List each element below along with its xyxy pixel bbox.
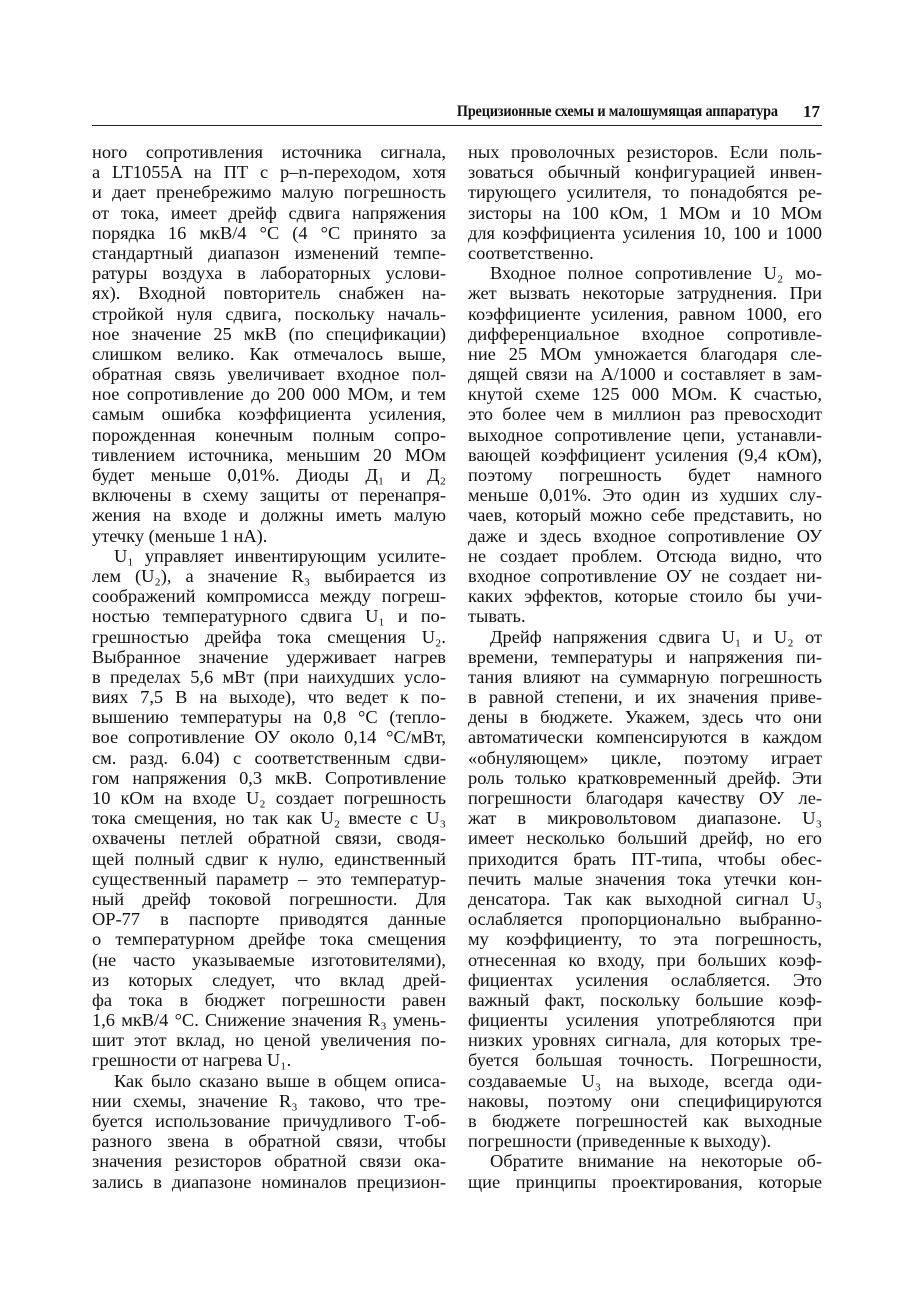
text-line: зались в диапазоне номиналов прецизион- <box>92 1171 446 1192</box>
text-line: значения резисторов обратной связи ока- <box>92 1151 446 1172</box>
text-line: см. разд. 6.04) с соответственным сдви- <box>92 747 446 768</box>
text-line: разного звена в обратной связи, чтобы <box>92 1131 446 1152</box>
text-line: самым ошибка коэффициента усиления, <box>92 404 446 425</box>
text-line: денсатора. Так как выходной сигнал U₃ <box>468 888 822 909</box>
text-line: нии схемы, значение R₃ таково, что тре- <box>92 1090 446 1111</box>
text-line: для коэффициента усиления 10, 100 и 1000 <box>468 222 822 243</box>
text-line: шит этот вклад, но ценой увеличения по- <box>92 1030 446 1051</box>
text-line: это более чем в миллион раз превосходит <box>468 404 822 425</box>
text-line: существенный параметр – это температур- <box>92 868 446 889</box>
text-line: OP-77 в паспорте приводятся данные <box>92 909 446 930</box>
text-line: вое сопротивление ОУ около 0,14 °С/мВт, <box>92 727 446 748</box>
text-line: не создает проблем. Отсюда видно, что <box>468 545 822 566</box>
text-line: гом напряжения 0,3 мкВ. Сопротивление <box>92 767 446 788</box>
text-line: грешности от нагрева U₁. <box>92 1050 292 1071</box>
text-line: в равной степени, и их значения приве- <box>468 687 822 708</box>
text-line: (не часто указываемые изготовителями), <box>92 949 446 970</box>
text-line: приходится брать ПТ-типа, чтобы обес- <box>468 848 822 869</box>
text-line: ный дрейф токовой погрешности. Для <box>92 888 446 909</box>
text-line: чаев, который можно себе представить, но <box>468 505 822 526</box>
text-line: фициенты усиления употребляются при <box>468 1010 822 1031</box>
text-line: роль только кратковременный дрейф. Эти <box>468 767 822 788</box>
text-line: а LT1055A на ПТ с p–n-переходом, хотя <box>92 162 446 183</box>
text-line: 1,6 мкВ/4 °С. Снижение значения R₃ умень- <box>92 1010 446 1031</box>
text-line: фициентах усиления ослабляется. Это <box>468 969 822 990</box>
text-line: тания влияют на суммарную погрешность <box>468 666 822 687</box>
text-line: имеет несколько больший дрейф, но его <box>468 828 822 849</box>
text-line: ние 25 МОм умножается благодаря сле- <box>468 343 822 364</box>
text-line: печить малые значения тока утечки кон- <box>468 868 822 889</box>
text-line: дящей связи на A/1000 и составляет в зам- <box>468 364 822 385</box>
text-line: ного сопротивления источника сигнала, <box>92 142 446 162</box>
text-line: коэффициенте усиления, равном 1000, его <box>468 303 822 324</box>
text-line: низких уровнях сигнала, для которых тре- <box>468 1030 822 1051</box>
right-text-column <box>468 142 822 1192</box>
text-line: U₁ управляет инвентирующим усилите- <box>114 545 446 566</box>
text-line: от тока, имеет дрейф сдвига напряжения <box>92 202 446 223</box>
running-header <box>92 101 822 126</box>
text-line: ное сопротивление до 200 000 МОм, и тем <box>92 384 446 405</box>
text-line: тивлением источника, меньшим 20 МОм <box>92 444 446 465</box>
text-line: стройкой нуля сдвига, поскольку началь- <box>92 303 446 324</box>
text-line: виях 7,5 В на выходе), что ведет к по- <box>92 687 446 708</box>
text-line: в пределах 5,6 мВт (при наихудших усло- <box>92 666 446 687</box>
text-line: стандартный диапазон изменений темпе- <box>92 242 446 263</box>
text-line: и дает пренебрежимо малую погрешность <box>92 182 446 203</box>
text-line: из которых следует, что вклад дрей- <box>92 969 446 990</box>
text-line: Выбранное значение удерживает нагрев <box>92 646 446 667</box>
text-line: ностью температурного сдвига U₁ и по- <box>92 606 446 627</box>
text-line: создаваемые U₃ на выходе, всегда оди- <box>468 1070 822 1091</box>
text-line: входное сопротивление ОУ не создает ни- <box>468 565 822 586</box>
text-line: ях). Входной повторитель снабжен на- <box>92 283 446 304</box>
text-line: охвачены петлей обратной связи, сводя- <box>92 828 446 849</box>
text-line: соответственно. <box>468 242 594 263</box>
text-line: ных проволочных резисторов. Если поль- <box>468 142 822 162</box>
text-line: тока смещения, но так как U₂ вместе с U₃ <box>92 808 446 829</box>
text-line: ное значение 25 мкВ (по спецификации) <box>92 323 446 344</box>
text-line: жат в микровольтовом диапазоне. U₃ <box>468 808 822 829</box>
text-line: му коэффициенту, то эта погрешность, <box>468 929 822 950</box>
text-line: щие принципы проектирования, которые <box>468 1171 822 1192</box>
text-line: порядка 16 мкВ/4 °С (4 °С принято за <box>92 222 446 243</box>
text-line: вающей коэффициент усиления (9,4 кОм), <box>468 444 822 465</box>
text-line: погрешности (приведенные к выходу). <box>468 1131 772 1152</box>
text-line: Входное полное сопротивление U₂ мо- <box>490 263 822 284</box>
text-line: погрешности благодаря качеству ОУ ле- <box>468 788 822 808</box>
text-line: каких эффектов, которые стоило бы учи- <box>468 586 822 607</box>
text-line: жет вызвать некоторые затруднения. При <box>468 283 822 304</box>
text-line: зисторы на 100 кОм, 1 МОм и 10 МОм <box>468 202 822 223</box>
text-line: о температурном дрейфе тока смещения <box>92 929 446 950</box>
page-number: 17 <box>803 102 820 121</box>
text-line: соображений компромисса между погреш- <box>92 586 446 607</box>
text-line: включены в схему защиты от перенапря- <box>92 485 446 506</box>
text-line: жения на входе и должны иметь малую <box>92 505 446 526</box>
text-line: наковы, поэтому они специфицируются <box>468 1090 822 1111</box>
text-line: выходное сопротивление цепи, устанавли- <box>468 424 822 445</box>
text-line: поэтому погрешность будет намного <box>468 465 822 485</box>
text-line: дифференциальное входное сопротивле- <box>468 323 822 344</box>
text-line: обратная связь увеличивает входное пол- <box>92 364 446 385</box>
text-line: важный факт, поскольку большие коэф- <box>468 989 822 1010</box>
text-line: грешностью дрейфа тока смещения U₂. <box>92 626 446 647</box>
text-line: тывать. <box>468 606 526 627</box>
text-line: времени, температуры и напряжения пи- <box>468 646 822 667</box>
text-line: будет меньше 0,01%. Диоды Д₁ и Д₂ <box>92 465 446 485</box>
text-line: слишком велико. Как отмечалось выше, <box>92 343 446 364</box>
text-line: отнесенная ко входу, при больших коэф- <box>468 949 822 970</box>
text-line: ратуры воздуха в лабораторных услови- <box>92 263 446 284</box>
text-line: порожденная конечным полным сопро- <box>92 424 446 445</box>
text-line: ослабляется пропорционально выбранно- <box>468 909 822 930</box>
text-line: буется использование причудливого Т-об- <box>92 1111 446 1131</box>
text-line: буется большая точность. Погрешности, <box>468 1050 822 1071</box>
text-line: щей полный сдвиг к нулю, единственный <box>92 848 446 869</box>
text-line: 10 кОм на входе U₂ создает погрешность <box>92 788 446 808</box>
text-line: утечку (меньше 1 нА). <box>92 525 268 546</box>
text-line: фа тока в бюджет погрешности равен <box>92 989 446 1010</box>
text-line: зоваться обычный конфигурацией инвен- <box>468 162 822 183</box>
text-line: вышению температуры на 0,8 °С (тепло- <box>92 707 446 728</box>
text-line: Дрейф напряжения сдвига U₁ и U₂ от <box>490 626 822 647</box>
text-line: Обратите внимание на некоторые об- <box>490 1151 822 1172</box>
text-line: «обнуляющем» цикле, поэтому играет <box>468 747 822 768</box>
left-text-column <box>92 142 446 1192</box>
text-line: тирующего усилителя, то понадобятся ре- <box>468 182 822 203</box>
text-line: дены в бюджете. Укажем, здесь что они <box>468 707 822 728</box>
running-header-title: Прецизионные схемы и малошумящая аппаратура <box>457 103 778 120</box>
text-line: в бюджете погрешностей как выходные <box>468 1111 822 1131</box>
text-line: лем (U₂), а значение R₃ выбирается из <box>92 565 446 586</box>
text-line: Как было сказано выше в общем описа- <box>114 1070 446 1091</box>
text-line: автоматически компенсируются в каждом <box>468 727 822 748</box>
text-line: даже и здесь входное сопротивление ОУ <box>468 525 822 546</box>
text-line: меньше 0,01%. Это один из худших слу- <box>468 485 822 506</box>
text-line: кнутой схеме 125 000 МОм. К счастью, <box>468 384 822 405</box>
